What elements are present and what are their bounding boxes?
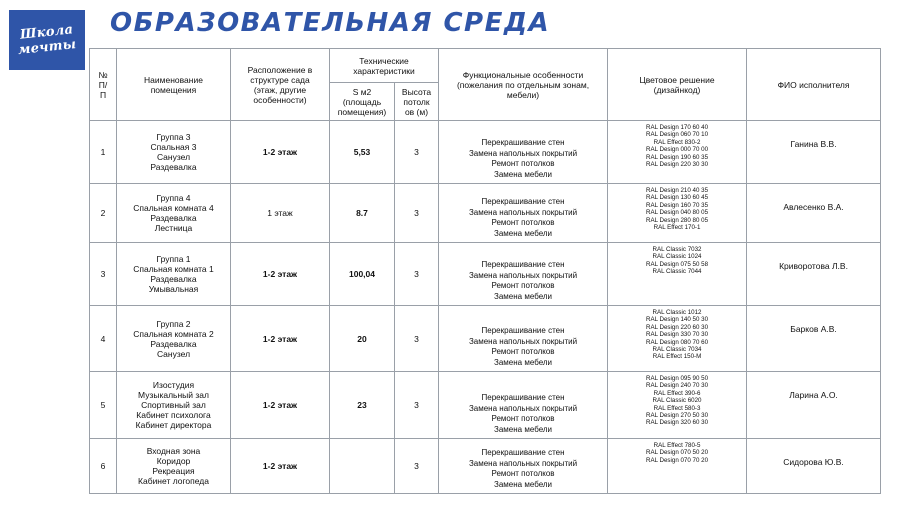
room-name: Кабинет директора [135,420,212,430]
header-name [117,49,231,121]
table-row [90,372,881,439]
room-name: Спальная комната 2 [133,328,214,339]
color-code: RAL Design 130 60 45 [645,194,709,202]
color-code: RAL Design 210 40 35 [645,187,709,194]
header-text-line: № [98,69,108,80]
header-text-line: характеристики [353,65,415,76]
feature-item: Перекрашивание стен [481,197,565,206]
room-name: Санузел [156,348,191,359]
color-code: RAL Effect 830-2 [653,138,701,146]
color-code: RAL Design 000 70 00 [645,146,709,154]
row-number: 1 [90,121,117,184]
color-code: RAL Design 160 70 35 [645,201,709,209]
color-code: RAL Effect 390-6 [653,389,701,397]
header-text-line: ов (м) [404,106,429,117]
color-code: RAL Classic 7032 [652,246,702,253]
height-cell: 3 [395,439,439,494]
header-num [90,49,117,121]
executor-name: Авлесенко В.А. [747,184,881,243]
logo [9,10,85,70]
color-code: RAL Classic 1012 [652,309,702,316]
feature-item: Замена мебели [494,169,553,179]
feature-item: Замена мебели [494,291,553,301]
feature-item: Перекрашивание стен [481,138,565,147]
table-row [90,306,881,372]
room-name: Коридор [156,456,191,466]
room-name: Группа 2 [156,318,191,329]
header-text-line: структуре сада [250,74,310,85]
color-code: RAL Classic 6020 [652,397,702,405]
features-cell [439,121,608,184]
feature-item: Замена мебели [494,424,553,434]
features-cell [439,243,608,306]
header-text-line: П/ [98,79,108,90]
feature-item: Замена напольных покрытий [468,148,578,158]
color-code: RAL Design 070 50 20 [645,449,709,457]
location-cell: 1-2 этаж [231,121,330,184]
room-names [117,306,231,372]
room-name: Кабинет логопеда [138,476,209,486]
room-name: Спортивный зал [141,400,206,410]
location-cell: 1-2 этаж [231,243,330,306]
header-text-line: Высота [401,86,432,97]
header-text-line: помещения) [337,106,387,117]
area-cell: 8.7 [330,184,395,243]
color-code: RAL Effect 150-M [652,353,702,361]
color-code: RAL Design 320 60 30 [645,419,709,427]
header-person [747,49,881,121]
feature-item: Перекрашивание стен [481,326,565,335]
location-cell: 1-2 этаж [231,372,330,439]
area-cell: 20 [330,306,395,372]
color-code: RAL Design 270 50 30 [645,412,709,420]
executor-name: Сидорова Ю.В. [747,439,881,494]
height-cell: 3 [395,243,439,306]
feature-item: Замена мебели [494,357,553,367]
executor-name: Ларина А.О. [747,372,881,439]
color-code: RAL Classic 1024 [652,253,702,261]
room-names [117,439,231,494]
color-code: RAL Design 070 70 20 [645,456,709,464]
feature-item: Ремонт потолков [491,159,555,168]
features-cell [439,306,608,372]
color-code: RAL Design 140 50 30 [645,316,709,324]
room-name: Кабинет психолога [136,410,211,420]
color-code: RAL Classic 7044 [652,268,702,276]
room-name: Раздевалка [150,213,197,223]
logo-line-1: Школа [19,22,75,43]
room-names [117,372,231,439]
table-row [90,243,881,306]
features-cell [439,439,608,494]
color-code: RAL Design 220 30 30 [645,161,709,169]
color-code: RAL Classic 7034 [652,346,702,354]
header-text-line: Цветовое решение [639,74,715,85]
color-code: RAL Effect 780-5 [653,442,701,449]
color-code: RAL Design 240 70 30 [645,382,709,390]
color-codes-cell [608,184,747,243]
features-cell [439,184,608,243]
header-text-line: Наименование [144,74,203,85]
location-cell: 1-2 этаж [231,306,330,372]
room-name: Раздевалка [150,338,197,349]
header-text-line: (этаж, другие [253,84,307,95]
table-row [90,439,881,494]
height-cell: 3 [395,121,439,184]
color-code: RAL Design 280 80 05 [645,216,709,224]
room-name: Входная зона [146,446,201,456]
feature-item: Замена напольных покрытий [468,270,578,280]
header-text-line: потолк [403,96,430,107]
header-text-line: П [99,89,107,100]
room-name: Группа 1 [156,254,191,264]
room-name: Рекреация [152,466,195,476]
color-codes-cell [608,121,747,184]
feature-item: Перекрашивание стен [481,448,565,457]
header-location [231,49,330,121]
color-code: RAL Effect 170-1 [653,224,701,232]
row-number: 6 [90,439,117,494]
logo-line-2: мечты [17,36,77,59]
feature-item: Ремонт потолков [491,218,555,227]
color-code: RAL Design 190 60 35 [645,153,709,161]
header-tech [330,49,439,83]
feature-item: Замена напольных покрытий [468,207,578,217]
room-name: Музыкальный зал [138,390,209,400]
header-text-line: (дизайнкод) [653,84,701,95]
color-code: RAL Design 095 90 50 [645,375,709,382]
color-codes-cell [608,243,747,306]
features-cell [439,372,608,439]
header-text-line: помещения [150,84,197,95]
header-text-line: Расположение в [247,64,313,75]
color-code: RAL Design 330 70 30 [645,331,709,339]
room-name: Раздевалка [150,162,197,172]
table-row [90,184,881,243]
color-codes-cell [608,439,747,494]
header-text-line: ФИО исполнителя [777,79,850,90]
color-codes-cell [608,306,747,372]
header-text-line: (площадь [342,96,382,107]
header-text-line: особенности) [253,94,307,105]
location-cell: 1 этаж [231,184,330,243]
area-cell: 100,04 [330,243,395,306]
row-number: 5 [90,372,117,439]
header-color [608,49,747,121]
header-height [395,83,439,121]
feature-item: Перекрашивание стен [481,260,565,269]
feature-item: Замена напольных покрытий [468,458,578,468]
feature-item: Перекрашивание стен [481,393,565,402]
header-area [330,83,395,121]
height-cell: 3 [395,184,439,243]
header-text-line: (пожелания по отдельным зонам, [456,79,590,90]
color-code: RAL Effect 580-3 [653,404,701,412]
room-name: Группа 3 [156,132,191,142]
location-cell: 1-2 этаж [231,439,330,494]
header-text-line: мебели) [506,89,540,100]
feature-item: Замена мебели [494,228,553,238]
feature-item: Ремонт потолков [491,469,555,478]
table-row [90,121,881,184]
area-cell [330,439,395,494]
room-name: Группа 4 [156,193,191,203]
area-cell: 23 [330,372,395,439]
feature-item: Замена мебели [494,479,553,489]
executor-name: Ганина В.В. [747,121,881,184]
room-names [117,121,231,184]
executor-name: Криворотова Л.В. [747,243,881,306]
color-code: RAL Design 080 70 60 [645,338,709,346]
area-cell: 5,53 [330,121,395,184]
color-code: RAL Design 170 60 40 [645,124,709,131]
height-cell: 3 [395,372,439,439]
color-code: RAL Design 040 80 05 [645,209,709,217]
color-code: RAL Design 075 50 58 [645,260,709,268]
color-codes-cell [608,372,747,439]
page-title: ОБРАЗОВАТЕЛЬНАЯ СРЕДА [110,8,551,38]
room-name: Умывальная [148,284,199,294]
height-cell: 3 [395,306,439,372]
feature-item: Замена напольных покрытий [468,336,578,346]
room-name: Спальная комната 4 [133,203,214,213]
color-code: RAL Design 220 60 30 [645,323,709,331]
room-names [117,243,231,306]
room-name: Спальная 3 [150,142,197,152]
feature-item: Ремонт потолков [491,281,555,290]
executor-name: Барков А.В. [747,306,881,372]
feature-item: Ремонт потолков [491,414,555,423]
header-text-line: S м2 [352,86,372,97]
room-name: Санузел [156,152,191,162]
header-text-line: Технические [359,55,409,66]
room-name: Спальная комната 1 [133,264,214,274]
room-name: Раздевалка [150,274,197,284]
room-name: Изостудия [152,380,195,390]
row-number: 2 [90,184,117,243]
feature-item: Замена напольных покрытий [468,403,578,413]
color-code: RAL Design 060 70 10 [645,131,709,139]
environment-table [89,48,881,494]
header-text-line: Функциональные особенности [462,69,584,80]
row-number: 3 [90,243,117,306]
room-name: Лестница [154,223,193,233]
feature-item: Ремонт потолков [491,347,555,356]
row-number: 4 [90,306,117,372]
room-names [117,184,231,243]
header-func [439,49,608,121]
